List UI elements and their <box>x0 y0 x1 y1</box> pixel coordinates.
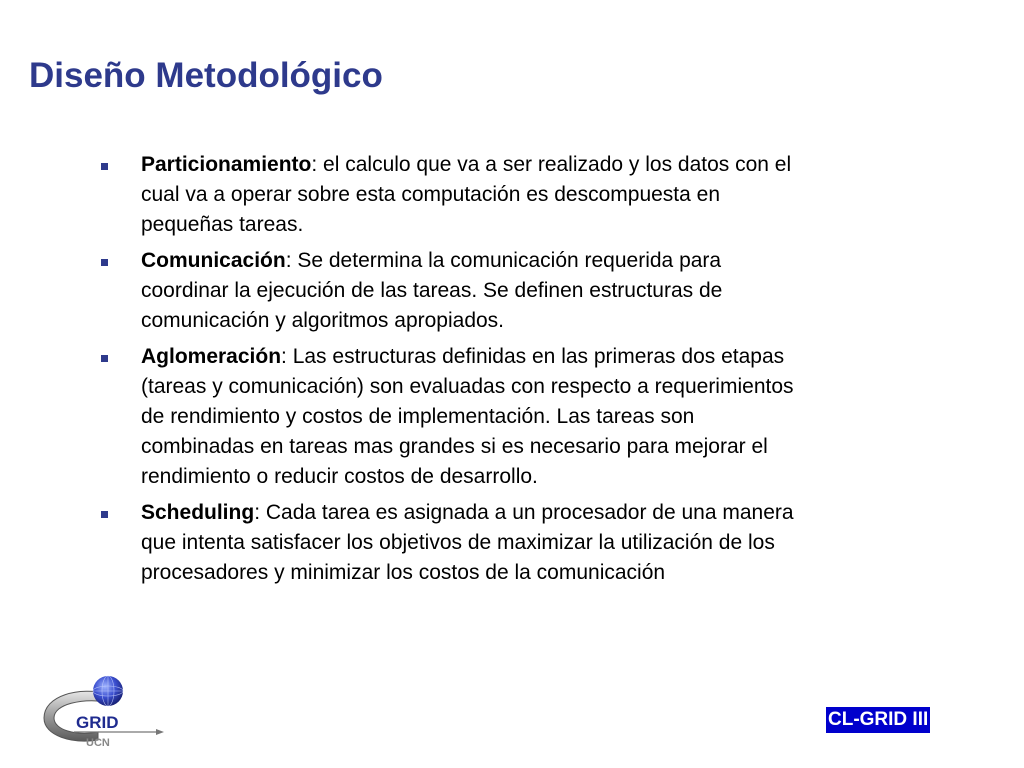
bullet-item-aglomeracion <box>101 342 801 492</box>
square-bullet-icon <box>101 511 108 518</box>
svg-text:UCN: UCN <box>86 737 110 749</box>
bullet-text: : el calculo que va a ser realizado y los datos con el cual va a operar sobre esta computación es descompuesta en pequeñas tareas. <box>141 153 792 236</box>
bullet-text: : Se determina la comunicación requerida para coordinar la ejecución de las tareas. Se definen estructuras de comunicación y algoritmos apropiados. <box>141 249 723 332</box>
bullet-text: : Las estructuras definidas en las primeras dos etapas (tareas y comunicación) son evaluadas con respecto a requerimientos de rendimiento y costos de implementación. Las tareas son combinadas en tareas mas grandes si es necesario para mejorar el rendimiento o reducir costos de desarrollo. <box>141 345 794 488</box>
bullet-term: Comunicación <box>141 249 286 272</box>
svg-text:GRID: GRID <box>76 713 119 732</box>
bullet-term: Scheduling <box>141 501 255 524</box>
square-bullet-icon <box>101 163 108 170</box>
bullet-item-scheduling <box>101 498 801 588</box>
cl-grid-badge: CL-GRID III <box>826 707 930 733</box>
bullet-item-particionamiento <box>101 150 801 240</box>
square-bullet-icon <box>101 355 108 362</box>
bullet-term: Particionamiento <box>141 153 312 176</box>
bullet-term: Aglomeración <box>141 345 282 368</box>
bullet-text: : Cada tarea es asignada a un procesador de una manera que intenta satisfacer los objetivos de maximizar la utilización de los procesadores y minimizar los costos de la comunicación <box>141 501 794 584</box>
square-bullet-icon <box>101 259 108 266</box>
slide-title: Diseño Metodológico <box>29 56 383 95</box>
bullet-list <box>101 150 801 594</box>
bullet-item-comunicacion <box>101 246 801 336</box>
grid-ucn-logo <box>38 674 168 754</box>
